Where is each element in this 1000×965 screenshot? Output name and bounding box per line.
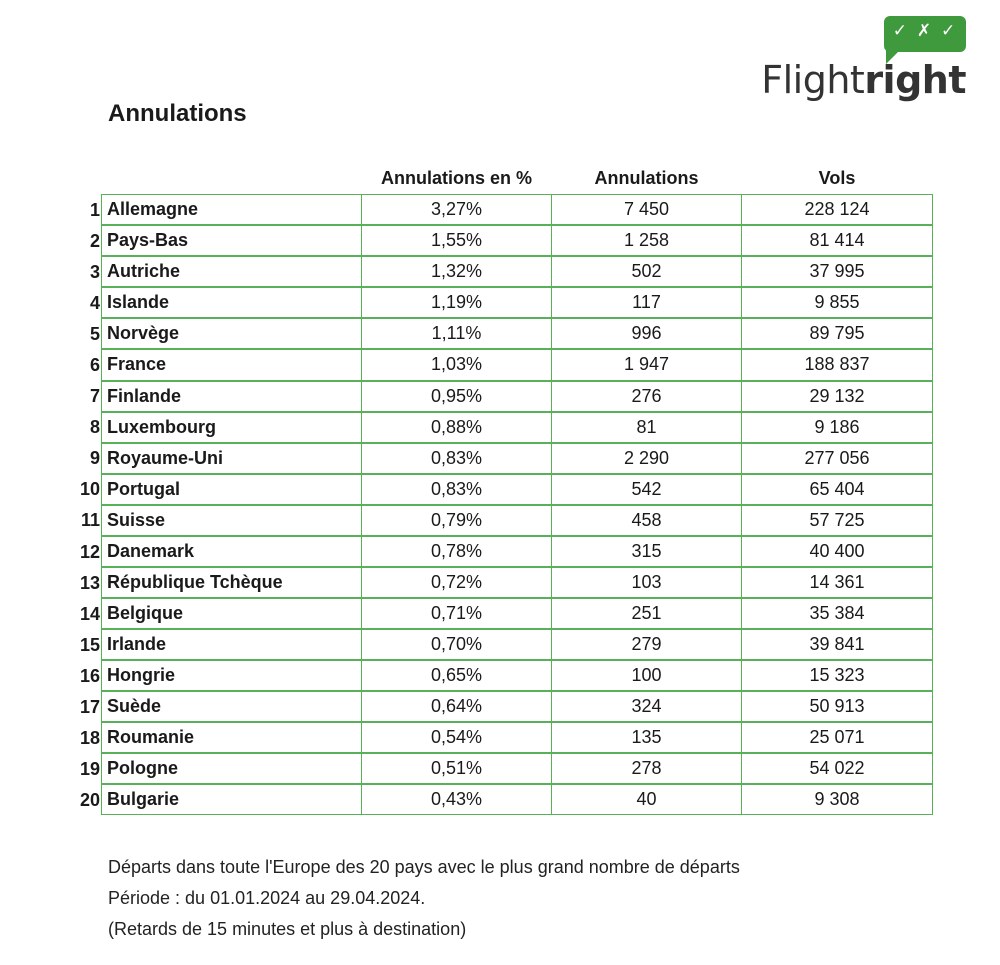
rank-number: 11 (80, 510, 100, 531)
cancellations-cell: 117 (551, 287, 742, 318)
flights-cell: 9 855 (741, 287, 933, 318)
rank-number: 7 (89, 386, 100, 407)
row-cells (101, 226, 933, 257)
flights-cell: 9 186 (741, 412, 933, 443)
row-cells (101, 257, 933, 288)
flights-cell: 54 022 (741, 753, 933, 784)
country-cell: Finlande (101, 381, 362, 412)
header-cancellations: Annulations (594, 168, 699, 188)
country-cell: Pologne (101, 753, 362, 784)
country-cell: Suisse (101, 505, 362, 536)
cancellations-cell: 1 258 (551, 225, 742, 256)
row-cells (101, 599, 933, 630)
flights-cell: 14 361 (741, 567, 933, 598)
table-row (0, 692, 1000, 723)
flights-cell: 57 725 (741, 505, 933, 536)
cancellations-cell: 1 947 (551, 349, 742, 380)
pct-cell: 0,64% (361, 691, 552, 722)
country-cell: Suède (101, 691, 362, 722)
flights-cell: 39 841 (741, 629, 933, 660)
table-row (0, 257, 1000, 288)
logo-badge: ✓ ✗ ✓ (884, 16, 966, 52)
flights-cell: 277 056 (741, 443, 933, 474)
row-cells (101, 661, 933, 692)
cancellations-cell: 278 (551, 753, 742, 784)
header-pct: Annulations en % (380, 168, 532, 188)
country-cell: République Tchèque (101, 567, 362, 598)
rank-number: 14 (79, 603, 100, 624)
pct-cell: 0,83% (361, 443, 552, 474)
cancellations-table (0, 195, 1000, 816)
rank-number: 16 (79, 665, 100, 686)
pct-cell: 0,43% (361, 784, 552, 815)
cancellations-cell: 40 (551, 784, 742, 815)
country-cell: Royaume-Uni (101, 443, 362, 474)
footnote-period: Période : du 01.01.2024 au 29.04.2024. (108, 888, 426, 908)
country-cell: Danemark (101, 536, 362, 567)
table-row (0, 568, 1000, 599)
country-cell: Luxembourg (101, 412, 362, 443)
flights-cell: 81 414 (741, 225, 933, 256)
table-row (0, 288, 1000, 319)
row-cells (101, 350, 933, 381)
header-flights: Vols (818, 168, 856, 188)
cancellations-cell: 315 (551, 536, 742, 567)
row-cells (101, 474, 933, 505)
flights-cell: 188 837 (741, 349, 933, 380)
cancellations-cell: 458 (551, 505, 742, 536)
rank-number: 5 (89, 324, 100, 345)
pct-cell: 0,95% (361, 381, 552, 412)
flights-cell: 29 132 (741, 381, 933, 412)
rank-number: 18 (79, 727, 100, 748)
flights-cell: 65 404 (741, 474, 933, 505)
rank-number: 13 (79, 572, 100, 593)
flights-cell: 35 384 (741, 598, 933, 629)
country-cell: Portugal (101, 474, 362, 505)
pct-cell: 3,27% (361, 194, 552, 225)
row-cells (101, 288, 933, 319)
row-cells (101, 537, 933, 568)
pct-cell: 1,19% (361, 287, 552, 318)
rank-number: 6 (89, 355, 100, 376)
row-cells (101, 568, 933, 599)
pct-cell: 0,83% (361, 474, 552, 505)
table-row (0, 723, 1000, 754)
rank-number: 12 (79, 541, 100, 562)
flights-cell: 50 913 (741, 691, 933, 722)
flights-cell: 40 400 (741, 536, 933, 567)
table-row (0, 381, 1000, 412)
table-row (0, 537, 1000, 568)
country-cell: Hongrie (101, 660, 362, 691)
table-header (0, 168, 1000, 196)
rank-number: 3 (89, 262, 100, 283)
table-row (0, 754, 1000, 785)
rank-number: 2 (89, 231, 100, 252)
pct-cell: 0,51% (361, 753, 552, 784)
pct-cell: 1,11% (361, 318, 552, 349)
country-cell: Pays-Bas (101, 225, 362, 256)
pct-cell: 1,55% (361, 225, 552, 256)
table-row (0, 474, 1000, 505)
table-row (0, 319, 1000, 350)
flights-cell: 9 308 (741, 784, 933, 815)
pct-cell: 0,72% (361, 567, 552, 598)
table-row (0, 505, 1000, 536)
pct-cell: 0,78% (361, 536, 552, 567)
rank-number: 15 (79, 634, 100, 655)
cancellations-cell: 251 (551, 598, 742, 629)
rank-number: 10 (79, 479, 100, 500)
cancellations-cell: 276 (551, 381, 742, 412)
country-cell: Bulgarie (101, 784, 362, 815)
table-row (0, 630, 1000, 661)
row-cells (101, 195, 933, 226)
pct-cell: 1,32% (361, 256, 552, 287)
rank-number: 1 (89, 200, 100, 220)
country-cell: Islande (101, 287, 362, 318)
cancellations-cell: 7 450 (551, 194, 742, 225)
rank-number: 9 (89, 448, 100, 469)
cancellations-cell: 103 (551, 567, 742, 598)
country-cell: Autriche (101, 256, 362, 287)
logo-wordmark (761, 58, 966, 102)
cancellations-cell: 324 (551, 691, 742, 722)
flightright-logo (761, 16, 970, 102)
cancellations-cell: 502 (551, 256, 742, 287)
logo-wordmark-bold: right (864, 58, 966, 102)
row-cells (101, 692, 933, 723)
table-row (0, 443, 1000, 474)
row-cells (101, 505, 933, 536)
flights-cell: 37 995 (741, 256, 933, 287)
rank-number: 8 (89, 417, 100, 438)
row-cells (101, 723, 933, 754)
flights-cell: 15 323 (741, 660, 933, 691)
pct-cell: 0,79% (361, 505, 552, 536)
table-row (0, 195, 1000, 226)
row-cells (101, 630, 933, 661)
rank-number: 4 (89, 293, 100, 314)
row-cells (101, 381, 933, 412)
cancellations-cell: 81 (551, 412, 742, 443)
rank-number: 20 (79, 789, 100, 810)
cancellations-cell: 2 290 (551, 443, 742, 474)
row-cells (101, 443, 933, 474)
footnote-scope: Départs dans toute l'Europe des 20 pays avec le plus grand nombre de départs (108, 857, 740, 877)
pct-cell: 0,70% (361, 629, 552, 660)
pct-cell: 0,54% (361, 722, 552, 753)
table-row (0, 661, 1000, 692)
footnote-delay: (Retards de 15 minutes et plus à destination) (108, 919, 467, 939)
rank-number: 17 (79, 696, 100, 717)
country-cell: Irlande (101, 629, 362, 660)
cancellations-cell: 135 (551, 722, 742, 753)
row-cells (101, 319, 933, 350)
cancellations-cell: 279 (551, 629, 742, 660)
logo-wordmark-light: Flight (761, 58, 865, 102)
page-title: Annulations (108, 100, 247, 127)
row-cells (101, 785, 933, 816)
table-row (0, 226, 1000, 257)
flights-cell: 89 795 (741, 318, 933, 349)
footnotes (108, 852, 740, 945)
country-cell: Norvège (101, 318, 362, 349)
cancellations-cell: 100 (551, 660, 742, 691)
table-row (0, 350, 1000, 381)
pct-cell: 0,65% (361, 660, 552, 691)
cancellations-cell: 996 (551, 318, 742, 349)
row-cells (101, 754, 933, 785)
cancellations-cell: 542 (551, 474, 742, 505)
row-cells (101, 412, 933, 443)
pct-cell: 1,03% (361, 349, 552, 380)
flights-cell: 228 124 (741, 194, 933, 225)
country-cell: Roumanie (101, 722, 362, 753)
table-row (0, 412, 1000, 443)
table-row (0, 785, 1000, 816)
country-cell: Belgique (101, 598, 362, 629)
table-row (0, 599, 1000, 630)
rank-number: 19 (79, 758, 100, 779)
country-cell: France (101, 349, 362, 380)
pct-cell: 0,88% (361, 412, 552, 443)
country-cell: Allemagne (101, 194, 362, 225)
flights-cell: 25 071 (741, 722, 933, 753)
pct-cell: 0,71% (361, 598, 552, 629)
